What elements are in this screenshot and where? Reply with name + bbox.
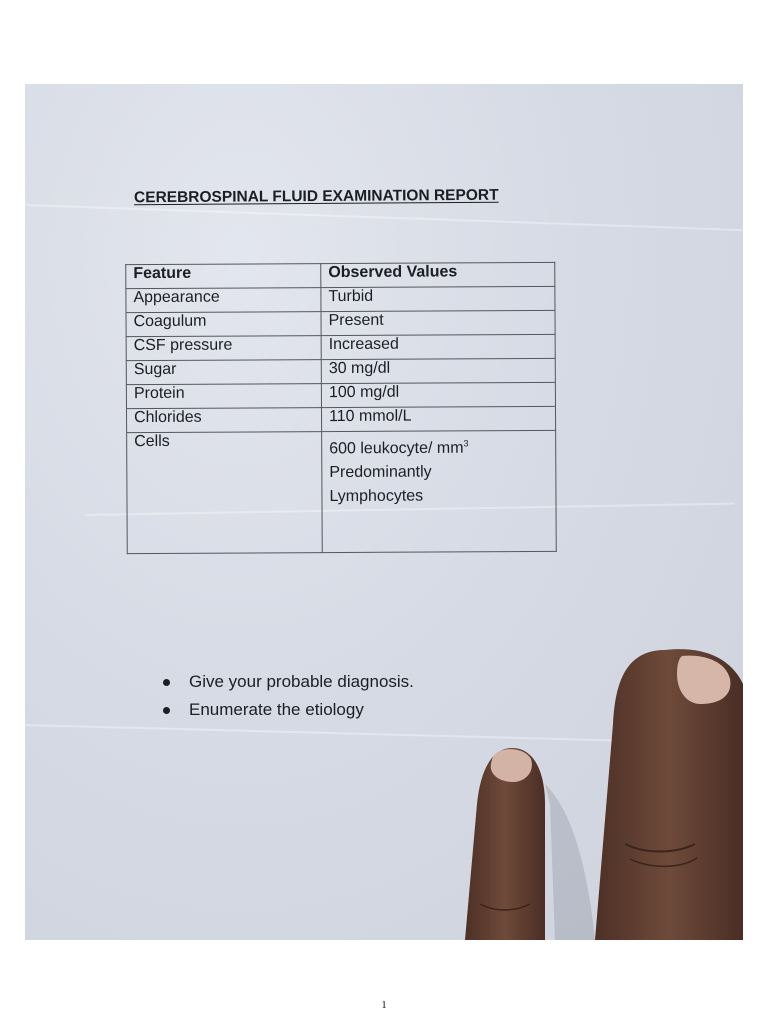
report-title: CEREBROSPINAL FLUID EXAMINATION REPORT xyxy=(133,186,499,207)
feature-cell: Chlorides xyxy=(127,408,322,433)
value-cell: 30 mg/dl xyxy=(321,358,555,383)
document-photo xyxy=(25,84,743,940)
feature-cell: Appearance xyxy=(126,288,321,313)
cells-count: 600 leukocyte/ mm xyxy=(329,439,464,458)
feature-cell: CSF pressure xyxy=(126,336,321,361)
question-text: Enumerate the etiology xyxy=(189,700,364,719)
question-text: Give your probable diagnosis. xyxy=(189,672,414,691)
cells-type: Lymphocytes xyxy=(329,487,424,506)
header-feature: Feature xyxy=(126,264,321,289)
value-cell: 100 mg/dl xyxy=(321,382,555,407)
hand-fingers-photo xyxy=(25,84,743,940)
value-cell: Present xyxy=(321,310,555,335)
cells-unit-superscript: 3 xyxy=(463,438,469,449)
header-observed-values: Observed Values xyxy=(321,262,555,287)
feature-cell: Cells xyxy=(127,432,323,554)
value-cell: Increased xyxy=(321,334,555,359)
value-cell: Turbid xyxy=(321,286,555,311)
value-cell: 110 mmol/L xyxy=(321,406,555,431)
page-number: 1 xyxy=(381,1000,387,1011)
feature-cell: Sugar xyxy=(126,360,321,385)
feature-cell: Protein xyxy=(126,384,321,409)
cells-predominance: Predominantly xyxy=(329,463,432,482)
feature-cell: Coagulum xyxy=(126,312,321,337)
fingernail-left xyxy=(491,749,532,782)
